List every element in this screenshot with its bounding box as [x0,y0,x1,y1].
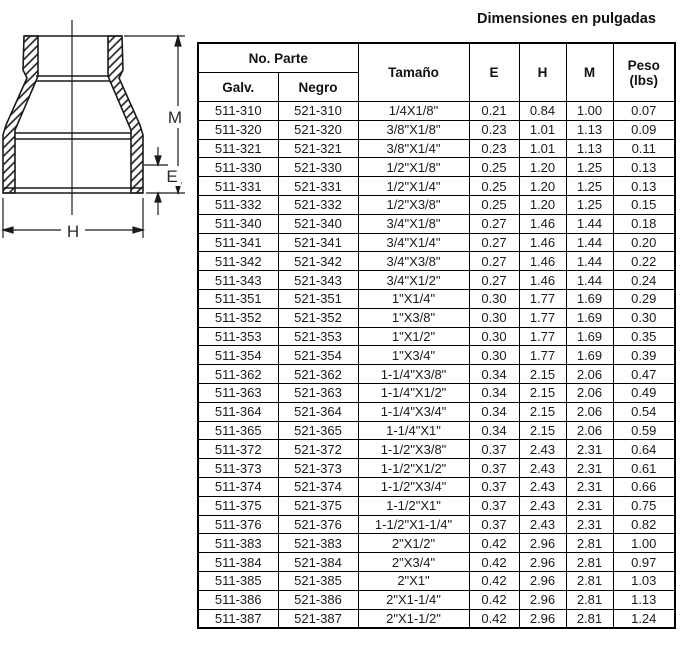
cell-galv: 511-364 [198,402,278,421]
cell-negro: 521-376 [278,515,358,534]
cell-tamano: 1-1/2"X1/2" [358,459,469,478]
cell-negro: 521-332 [278,195,358,214]
cell-e: 0.30 [469,346,519,365]
cell-peso: 0.59 [613,421,675,440]
cell-m: 1.69 [566,346,613,365]
cell-galv: 511-310 [198,102,278,121]
cell-peso: 0.54 [613,402,675,421]
table-row [198,177,675,196]
table-row [198,440,675,459]
cell-galv: 511-387 [198,609,278,628]
cell-galv: 511-386 [198,590,278,609]
cell-negro: 521-372 [278,440,358,459]
cell-peso: 0.82 [613,515,675,534]
cell-galv: 511-320 [198,120,278,139]
left-wall-section [3,36,38,193]
cell-galv: 511-341 [198,233,278,252]
cell-galv: 511-383 [198,534,278,553]
cell-negro: 521-354 [278,346,358,365]
cell-peso: 0.13 [613,177,675,196]
dimension-label-h: H [66,222,80,241]
table-row [198,120,675,139]
cell-peso: 0.66 [613,477,675,496]
cell-m: 2.31 [566,440,613,459]
cell-galv: 511-374 [198,477,278,496]
cell-tamano: 3/8"X1/8" [358,120,469,139]
cell-peso: 0.11 [613,139,675,158]
cell-e: 0.30 [469,308,519,327]
table-row [198,477,675,496]
cell-e: 0.27 [469,271,519,290]
cell-e: 0.42 [469,590,519,609]
cell-galv: 511-340 [198,214,278,233]
cell-negro: 521-341 [278,233,358,252]
cell-e: 0.30 [469,289,519,308]
cell-negro: 521-352 [278,308,358,327]
cell-m: 2.31 [566,515,613,534]
cell-tamano: 2"X1-1/4" [358,590,469,609]
cell-e: 0.21 [469,102,519,121]
header-peso-line2: (lbs) [629,72,658,88]
cell-negro: 521-375 [278,496,358,515]
table-row [198,271,675,290]
cell-tamano: 2"X1/2" [358,534,469,553]
cell-tamano: 1-1/4"X3/4" [358,402,469,421]
cell-tamano: 1"X1/2" [358,327,469,346]
cell-galv: 511-385 [198,571,278,590]
table-row [198,158,675,177]
cell-negro: 521-365 [278,421,358,440]
cell-tamano: 1-1/2"X3/4" [358,477,469,496]
cell-negro: 521-342 [278,252,358,271]
cell-h: 2.43 [519,440,566,459]
table-row [198,252,675,271]
cell-e: 0.27 [469,252,519,271]
cell-m: 2.31 [566,459,613,478]
cell-peso: 0.75 [613,496,675,515]
cell-e: 0.34 [469,402,519,421]
cell-tamano: 1/4X1/8" [358,102,469,121]
cell-h: 1.46 [519,252,566,271]
cell-tamano: 1/2"X1/4" [358,177,469,196]
cell-galv: 511-384 [198,553,278,572]
cell-m: 2.06 [566,402,613,421]
cell-peso: 0.61 [613,459,675,478]
cell-h: 1.77 [519,346,566,365]
cell-e: 0.37 [469,515,519,534]
cell-peso: 0.49 [613,383,675,402]
cell-peso: 0.47 [613,365,675,384]
cell-tamano: 3/4"X3/8" [358,252,469,271]
cell-e: 0.34 [469,421,519,440]
right-wall-section [108,36,143,193]
cell-galv: 511-343 [198,271,278,290]
cell-m: 1.25 [566,158,613,177]
table-row [198,534,675,553]
table-row [198,571,675,590]
cell-negro: 521-363 [278,383,358,402]
cell-galv: 511-351 [198,289,278,308]
cell-h: 0.84 [519,102,566,121]
cell-peso: 1.13 [613,590,675,609]
cell-galv: 511-375 [198,496,278,515]
table-row [198,233,675,252]
cell-peso: 0.22 [613,252,675,271]
cell-e: 0.25 [469,177,519,196]
cell-e: 0.37 [469,477,519,496]
cell-negro: 521-385 [278,571,358,590]
cell-e: 0.37 [469,459,519,478]
cell-e: 0.37 [469,496,519,515]
cell-m: 2.81 [566,609,613,628]
dimension-label-e: E [166,167,178,186]
cell-h: 1.46 [519,214,566,233]
cell-tamano: 1/2"X3/8" [358,195,469,214]
cell-negro: 521-343 [278,271,358,290]
parts-table-body [198,102,675,629]
cell-m: 1.25 [566,177,613,196]
cell-m: 1.44 [566,233,613,252]
table-row [198,365,675,384]
cell-galv: 511-376 [198,515,278,534]
cell-h: 2.15 [519,365,566,384]
cell-negro: 521-320 [278,120,358,139]
cell-galv: 511-373 [198,459,278,478]
header-e: E [469,43,519,102]
cell-negro: 521-340 [278,214,358,233]
table-row [198,421,675,440]
cell-galv: 511-330 [198,158,278,177]
cell-m: 1.13 [566,139,613,158]
cell-e: 0.34 [469,383,519,402]
reducer-diagram-svg [0,14,190,260]
cell-h: 2.96 [519,571,566,590]
cell-peso: 0.30 [613,308,675,327]
cell-h: 2.43 [519,459,566,478]
cell-galv: 511-342 [198,252,278,271]
cell-h: 1.20 [519,195,566,214]
table-row [198,195,675,214]
cell-e: 0.27 [469,214,519,233]
cell-h: 2.96 [519,609,566,628]
cell-tamano: 1/2"X1/8" [358,158,469,177]
table-row [198,102,675,121]
cell-m: 2.06 [566,365,613,384]
cell-e: 0.42 [469,534,519,553]
cell-h: 1.20 [519,158,566,177]
cell-peso: 0.24 [613,271,675,290]
cell-m: 1.00 [566,102,613,121]
cell-tamano: 1-1/4"X3/8" [358,365,469,384]
table-row [198,515,675,534]
cell-tamano: 3/4"X1/2" [358,271,469,290]
cell-galv: 511-362 [198,365,278,384]
cell-m: 1.44 [566,214,613,233]
cell-m: 1.69 [566,327,613,346]
cell-m: 2.06 [566,421,613,440]
cell-negro: 521-330 [278,158,358,177]
cell-peso: 0.39 [613,346,675,365]
table-row [198,289,675,308]
cell-h: 1.01 [519,139,566,158]
cell-h: 2.96 [519,590,566,609]
cell-negro: 521-374 [278,477,358,496]
cell-peso: 0.29 [613,289,675,308]
cell-peso: 0.97 [613,553,675,572]
cell-m: 2.81 [566,534,613,553]
cell-e: 0.34 [469,365,519,384]
cell-h: 1.77 [519,289,566,308]
cell-negro: 521-383 [278,534,358,553]
cell-m: 1.13 [566,120,613,139]
table-header [198,43,675,102]
cell-h: 1.20 [519,177,566,196]
cell-e: 0.42 [469,571,519,590]
cell-negro: 521-384 [278,553,358,572]
cell-h: 2.15 [519,402,566,421]
cell-galv: 511-365 [198,421,278,440]
cell-h: 2.43 [519,515,566,534]
cell-e: 0.42 [469,553,519,572]
cell-galv: 511-353 [198,327,278,346]
cell-h: 1.46 [519,233,566,252]
dimensions-table [197,42,676,629]
table-row [198,609,675,628]
cell-tamano: 2"X1-1/2" [358,609,469,628]
cell-peso: 0.20 [613,233,675,252]
cell-peso: 0.35 [613,327,675,346]
header-peso [613,43,675,102]
cell-m: 2.81 [566,553,613,572]
cell-peso: 0.09 [613,120,675,139]
cell-m: 1.69 [566,308,613,327]
cell-peso: 0.13 [613,158,675,177]
cell-tamano: 3/4"X1/8" [358,214,469,233]
cell-tamano: 1"X1/4" [358,289,469,308]
cell-peso: 1.24 [613,609,675,628]
table-row [198,308,675,327]
cell-galv: 511-354 [198,346,278,365]
cell-tamano: 1"X3/8" [358,308,469,327]
cell-m: 2.31 [566,496,613,515]
cell-negro: 521-373 [278,459,358,478]
cell-h: 2.43 [519,496,566,515]
cell-h: 1.01 [519,120,566,139]
cell-tamano: 2"X1" [358,571,469,590]
cell-galv: 511-321 [198,139,278,158]
table-row [198,139,675,158]
cell-e: 0.23 [469,120,519,139]
header-peso-line1: Peso [627,57,660,73]
cell-m: 1.25 [566,195,613,214]
cell-tamano: 3/4"X1/4" [358,233,469,252]
cell-h: 2.43 [519,477,566,496]
cell-tamano: 1-1/2"X1" [358,496,469,515]
cell-peso: 0.07 [613,102,675,121]
cell-negro: 521-387 [278,609,358,628]
cell-negro: 521-331 [278,177,358,196]
table-row [198,402,675,421]
cell-negro: 521-353 [278,327,358,346]
table-row [198,327,675,346]
cell-tamano: 1-1/2"X1-1/4" [358,515,469,534]
cell-e: 0.30 [469,327,519,346]
cell-negro: 521-351 [278,289,358,308]
cell-h: 2.15 [519,383,566,402]
page-title: Dimensiones en pulgadas [477,11,656,27]
cell-m: 1.44 [566,271,613,290]
table-row [198,553,675,572]
cell-m: 1.44 [566,252,613,271]
header-no-parte: No. Parte [198,43,358,73]
cell-h: 1.46 [519,271,566,290]
table-row [198,590,675,609]
cell-negro: 521-321 [278,139,358,158]
cell-peso: 1.00 [613,534,675,553]
cell-tamano: 1-1/2"X3/8" [358,440,469,459]
cell-galv: 511-332 [198,195,278,214]
cell-e: 0.27 [469,233,519,252]
cell-e: 0.23 [469,139,519,158]
header-negro: Negro [278,73,358,102]
cell-m: 2.81 [566,571,613,590]
dimension-label-m: M [167,108,183,127]
table-row [198,496,675,515]
cell-negro: 521-362 [278,365,358,384]
cell-e: 0.37 [469,440,519,459]
header-m: M [566,43,613,102]
cell-peso: 0.18 [613,214,675,233]
cell-tamano: 1-1/4"X1" [358,421,469,440]
table-row [198,214,675,233]
cell-tamano: 3/8"X1/4" [358,139,469,158]
cell-m: 2.06 [566,383,613,402]
cell-peso: 1.03 [613,571,675,590]
cell-m: 2.81 [566,590,613,609]
cell-negro: 521-386 [278,590,358,609]
header-h: H [519,43,566,102]
cell-h: 2.96 [519,534,566,553]
cell-e: 0.25 [469,195,519,214]
cell-tamano: 2"X3/4" [358,553,469,572]
cell-m: 2.31 [566,477,613,496]
cell-h: 2.15 [519,421,566,440]
header-galv: Galv. [198,73,278,102]
table-row [198,383,675,402]
cell-h: 1.77 [519,327,566,346]
reducer-cross-section-diagram [0,14,190,260]
cell-negro: 521-364 [278,402,358,421]
cell-e: 0.42 [469,609,519,628]
cell-m: 1.69 [566,289,613,308]
cell-h: 2.96 [519,553,566,572]
table-row [198,459,675,478]
cell-galv: 511-331 [198,177,278,196]
cell-tamano: 1-1/4"X1/2" [358,383,469,402]
cell-peso: 0.15 [613,195,675,214]
table-row [198,346,675,365]
cell-galv: 511-352 [198,308,278,327]
cell-galv: 511-363 [198,383,278,402]
cell-negro: 521-310 [278,102,358,121]
cell-h: 1.77 [519,308,566,327]
cell-galv: 511-372 [198,440,278,459]
cell-e: 0.25 [469,158,519,177]
cell-tamano: 1"X3/4" [358,346,469,365]
header-tamano: Tamaño [358,43,469,102]
cell-peso: 0.64 [613,440,675,459]
